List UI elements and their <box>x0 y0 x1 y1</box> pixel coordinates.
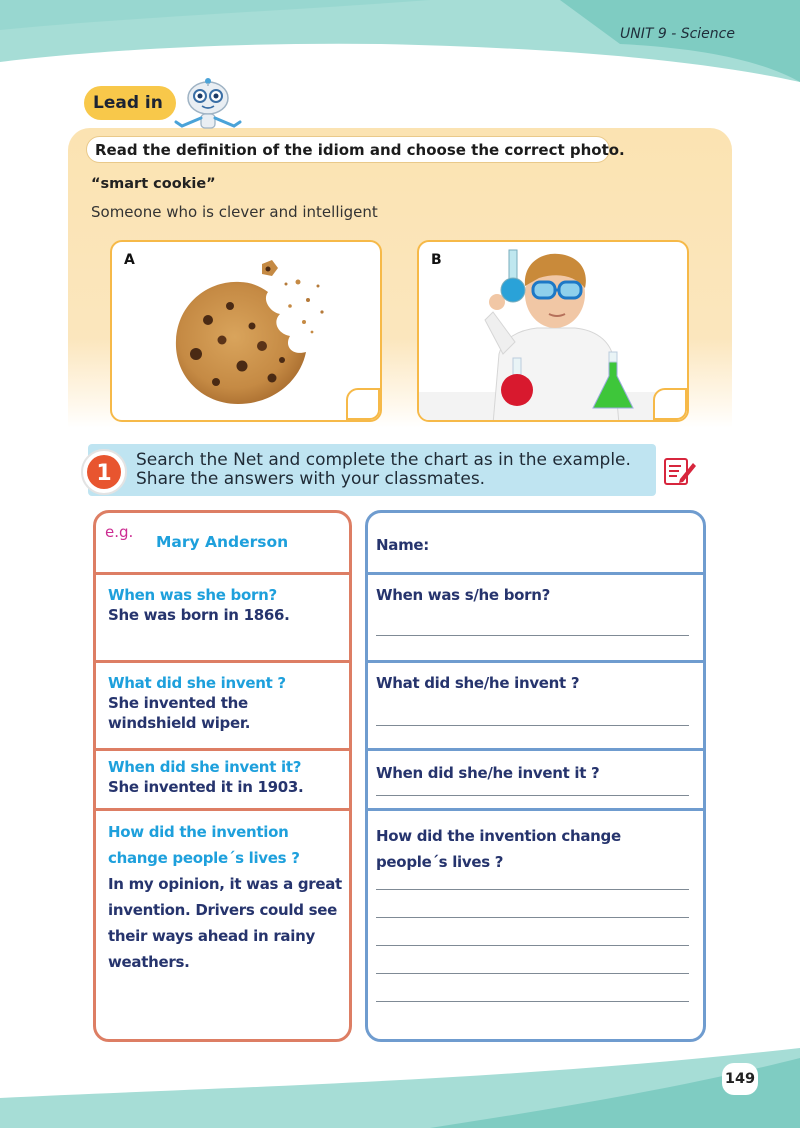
example-name-cell <box>96 513 349 575</box>
exercise-number: 1 <box>96 461 112 486</box>
child-scientist-image <box>419 242 689 422</box>
eg-label: e.g. <box>105 523 134 541</box>
example-question-when-invent: When did she invent it? <box>108 758 302 776</box>
example-question-born: When was she born? <box>108 586 277 604</box>
example-answer-change: In my opinion, it was a great invention. Drivers could see their ways ahead in rainy weathers. <box>108 875 342 971</box>
photo-letter-b: B <box>431 252 442 268</box>
idiom-title: “smart cookie” <box>91 176 216 192</box>
answer-line[interactable] <box>376 945 689 946</box>
blank-row-born[interactable] <box>368 575 703 663</box>
example-question-invent: What did she invent ? <box>108 674 286 692</box>
example-answer-born: She was born in 1866. <box>108 606 290 624</box>
blank-question-change: How did the invention change people´s lives ? <box>376 827 621 871</box>
example-answer-when-invent: She invented it in 1903. <box>108 778 304 796</box>
example-inventor-name: Mary Anderson <box>156 533 289 551</box>
answer-checkbox-a[interactable] <box>346 388 380 420</box>
answer-line[interactable] <box>376 973 689 974</box>
idiom-definition: Someone who is clever and intelligent <box>91 203 378 221</box>
lead-in-badge: Lead in <box>84 86 176 120</box>
answer-line[interactable] <box>376 1001 689 1002</box>
answer-checkbox-b[interactable] <box>653 388 687 420</box>
answer-line[interactable] <box>376 795 689 796</box>
blank-question-when-invent: When did she/he invent it ? <box>376 764 600 782</box>
example-question-change: How did the invention change people´s lives ? <box>108 823 300 867</box>
blank-row-change[interactable] <box>368 811 703 1042</box>
example-row-invent <box>96 663 349 751</box>
blank-name-cell[interactable] <box>368 513 703 575</box>
cookie-image <box>112 242 382 422</box>
robot-mascot-icon <box>168 76 256 134</box>
page-number: 149 <box>722 1063 758 1095</box>
example-row-when-invent <box>96 751 349 811</box>
blank-row-invent[interactable] <box>368 663 703 751</box>
answer-line[interactable] <box>376 889 689 890</box>
blank-question-invent: What did she/he invent ? <box>376 674 580 692</box>
exercise-instruction: Search the Net and complete the chart as in the example. Share the answers with your classmates. <box>136 450 631 489</box>
blank-question-born: When was s/he born? <box>376 586 551 604</box>
answer-line[interactable] <box>376 917 689 918</box>
example-row-born <box>96 575 349 663</box>
bottom-decorative-band <box>0 1038 800 1128</box>
photo-letter-a: A <box>124 252 135 268</box>
photo-option-a[interactable] <box>110 240 382 422</box>
blank-chart <box>365 510 706 1042</box>
answer-line[interactable] <box>376 725 689 726</box>
example-chart <box>93 510 352 1042</box>
answer-line[interactable] <box>376 635 689 636</box>
blank-row-when-invent[interactable] <box>368 751 703 811</box>
unit-label: UNIT 9 - Science <box>620 26 735 42</box>
example-answer-invent: She invented the windshield wiper. <box>108 694 251 732</box>
lead-in-instruction: Read the definition of the idiom and choose the correct photo. <box>86 136 610 163</box>
writing-pencil-icon <box>662 455 698 487</box>
photo-option-b[interactable] <box>417 240 689 422</box>
example-row-change <box>96 811 349 1042</box>
exercise-number-badge <box>80 448 128 496</box>
blank-name-label: Name: <box>376 536 429 554</box>
top-decorative-band <box>0 0 800 95</box>
